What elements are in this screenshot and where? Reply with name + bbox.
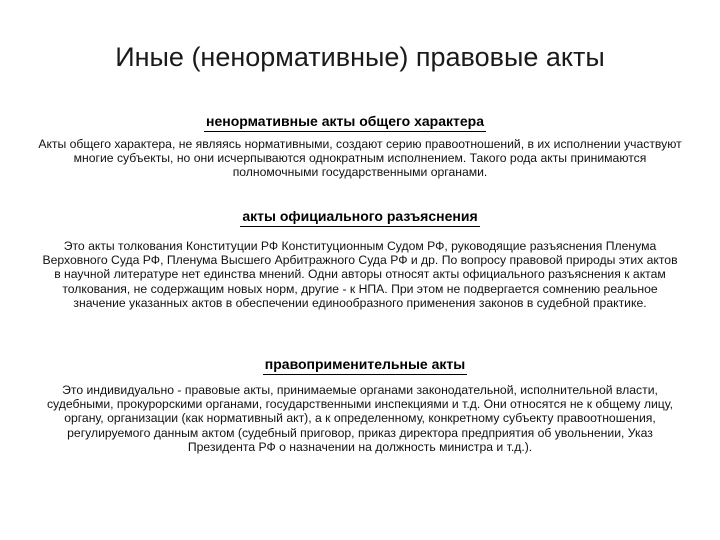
section-law-enforcement-acts <box>38 355 682 454</box>
section-body: Акты общего характера, не являясь нормативными, создают серию правоотношений, в их исполнении участвуют многие субъекты, но они исчерпываются однократным исполнением. Такого рода акты принимаются полномочными государственными органами. <box>38 137 682 180</box>
section-official-clarification <box>38 207 682 310</box>
section-heading: ненормативные акты общего характера <box>204 112 486 132</box>
section-body: Это акты толкования Конституции РФ Конституционным Судом РФ, руководящие разъяснения Пленума Верховного Суда РФ, Пленума Высшего Арбитражного Суда РФ и др. По вопросу правовой природы этих актов в научной литературе нет единства мнений. Одни авторы относят акты официального разъяснения к актам толкования, не содержащим новых норм, другие - к НПА. При этом не подвергается сомнению реальное значение указанных актов в обеспечении единообразного применения законов в судебной практике. <box>42 239 678 310</box>
slide-title: Иные (ненормативные) правовые акты <box>115 42 605 72</box>
section-heading: правоприменительные акты <box>263 355 467 375</box>
section-general-acts <box>38 112 682 180</box>
section-heading: акты официального разъяснения <box>240 207 479 227</box>
section-body: Это индивидуально - правовые акты, принимаемые органами законодательной, исполнительной власти, судебными, прокурорскими органами, государственными инспекциями и т.д. Они относятся не к общему лицу, органу, организации (как нормативный акт), а к определенному, конкретному субъекту правоотношения, регулируемого данным актом (судебный приговор, приказ директора предприятия об увольнении, Указ Президента РФ о назначении на должность министра и т.д.). <box>46 383 674 454</box>
